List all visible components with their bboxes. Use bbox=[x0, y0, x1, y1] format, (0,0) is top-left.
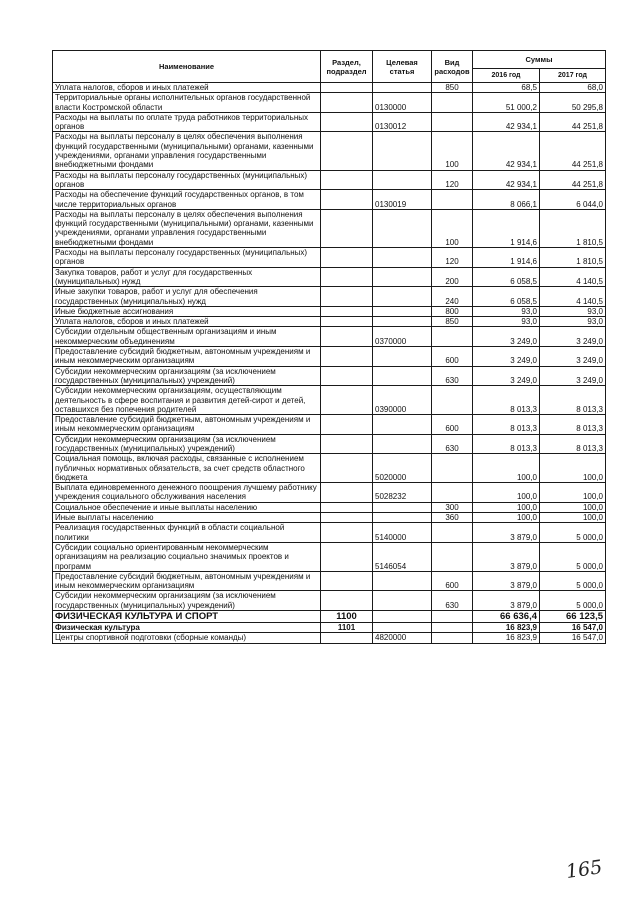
row-expense-type bbox=[432, 190, 473, 210]
row-sum-2017: 44 251,8 bbox=[540, 132, 606, 170]
table-row bbox=[53, 93, 606, 113]
row-sum-2016: 100,0 bbox=[473, 513, 540, 523]
row-sum-2017: 1 810,5 bbox=[540, 248, 606, 268]
row-target: 0130012 bbox=[373, 112, 432, 132]
table-row bbox=[53, 170, 606, 190]
row-sum-2017: 1 810,5 bbox=[540, 209, 606, 247]
row-sum-2017: 100,0 bbox=[540, 502, 606, 512]
row-sum-2016: 3 249,0 bbox=[473, 366, 540, 386]
row-sum-2016: 3 879,0 bbox=[473, 571, 540, 591]
row-target bbox=[373, 366, 432, 386]
table-row bbox=[53, 523, 606, 543]
row-expense-type bbox=[432, 386, 473, 415]
row-sum-2016: 8 013,3 bbox=[473, 415, 540, 435]
row-name: Иные бюджетные ассигнования bbox=[53, 306, 321, 316]
row-sum-2016: 42 934,1 bbox=[473, 112, 540, 132]
row-name: Расходы на выплаты персоналу в целях обеспечения выполнения функций государственными (муниципальными) органами, казенными учреждениями, органами управления государственными внебюджетными фондами bbox=[53, 132, 321, 170]
row-name: Уплата налогов, сборов и иных платежей bbox=[53, 83, 321, 93]
row-sum-2016: 6 058,5 bbox=[473, 287, 540, 307]
row-sum-2017: 6 044,0 bbox=[540, 190, 606, 210]
row-target bbox=[373, 415, 432, 435]
row-section bbox=[321, 523, 373, 543]
row-target bbox=[373, 434, 432, 454]
row-section bbox=[321, 83, 373, 93]
row-section bbox=[321, 591, 373, 611]
table-row bbox=[53, 248, 606, 268]
row-sum-2016: 3 879,0 bbox=[473, 591, 540, 611]
table-body bbox=[53, 83, 606, 644]
row-sum-2017: 100,0 bbox=[540, 513, 606, 523]
row-sum-2016: 100,0 bbox=[473, 502, 540, 512]
row-name: Физическая культура bbox=[53, 623, 321, 633]
row-section bbox=[321, 542, 373, 571]
row-section bbox=[321, 366, 373, 386]
table-row bbox=[53, 317, 606, 327]
row-section bbox=[321, 386, 373, 415]
row-sum-2017: 8 013,3 bbox=[540, 434, 606, 454]
row-sum-2017: 44 251,8 bbox=[540, 112, 606, 132]
row-name: Расходы на обеспечение функций государственных органов, в том числе территориальных органов bbox=[53, 190, 321, 210]
row-sum-2016: 3 879,0 bbox=[473, 523, 540, 543]
row-target: 0130019 bbox=[373, 190, 432, 210]
row-name: Социальное обеспечение и иные выплаты населению bbox=[53, 502, 321, 512]
row-expense-type bbox=[432, 611, 473, 623]
row-expense-type: 120 bbox=[432, 170, 473, 190]
row-section: 1100 bbox=[321, 611, 373, 623]
row-section: 1101 bbox=[321, 623, 373, 633]
table-row bbox=[53, 83, 606, 93]
row-sum-2017: 8 013,3 bbox=[540, 386, 606, 415]
row-sum-2016: 100,0 bbox=[473, 454, 540, 483]
table-row bbox=[53, 366, 606, 386]
row-sum-2016: 8 013,3 bbox=[473, 434, 540, 454]
row-section bbox=[321, 502, 373, 512]
table-row bbox=[53, 267, 606, 287]
row-expense-type: 100 bbox=[432, 209, 473, 247]
row-name: Уплата налогов, сборов и иных платежей bbox=[53, 317, 321, 327]
row-sum-2016: 16 823,9 bbox=[473, 633, 540, 643]
row-name: ФИЗИЧЕСКАЯ КУЛЬТУРА И СПОРТ bbox=[53, 611, 321, 623]
row-sum-2016: 3 249,0 bbox=[473, 347, 540, 367]
header-name: Наименование bbox=[53, 51, 321, 83]
row-sum-2017: 5 000,0 bbox=[540, 591, 606, 611]
row-name: Расходы на выплаты персоналу государственных (муниципальных) органов bbox=[53, 248, 321, 268]
row-target: 5028232 bbox=[373, 483, 432, 503]
table-row bbox=[53, 513, 606, 523]
row-section bbox=[321, 267, 373, 287]
row-sum-2017: 5 000,0 bbox=[540, 571, 606, 591]
row-sum-2017: 16 547,0 bbox=[540, 623, 606, 633]
row-target bbox=[373, 248, 432, 268]
row-expense-type: 850 bbox=[432, 83, 473, 93]
row-expense-type: 630 bbox=[432, 591, 473, 611]
row-target: 0130000 bbox=[373, 93, 432, 113]
row-name: Выплата единовременного денежного поощрения лучшему работнику учреждения социального обслуживания населения bbox=[53, 483, 321, 503]
table-row bbox=[53, 112, 606, 132]
row-sum-2017: 50 295,8 bbox=[540, 93, 606, 113]
row-name: Реализация государственных функций в области социальной политики bbox=[53, 523, 321, 543]
header-year-2016: 2016 год bbox=[473, 69, 540, 83]
row-target bbox=[373, 306, 432, 316]
row-section bbox=[321, 287, 373, 307]
row-target bbox=[373, 83, 432, 93]
table-row bbox=[53, 483, 606, 503]
row-sum-2016: 1 914,6 bbox=[473, 248, 540, 268]
row-name: Предоставление субсидий бюджетным, автономным учреждениям и иным некоммерческим организациям bbox=[53, 347, 321, 367]
row-target bbox=[373, 591, 432, 611]
row-name: Субсидии некоммерческим организациям (за исключением государственных (муниципальных) учреждений) bbox=[53, 434, 321, 454]
row-expense-type bbox=[432, 454, 473, 483]
table-row bbox=[53, 327, 606, 347]
row-target bbox=[373, 317, 432, 327]
row-sum-2017: 100,0 bbox=[540, 483, 606, 503]
row-sum-2017: 66 123,5 bbox=[540, 611, 606, 623]
row-target bbox=[373, 132, 432, 170]
row-sum-2016: 1 914,6 bbox=[473, 209, 540, 247]
row-target bbox=[373, 347, 432, 367]
row-name: Субсидии отдельным общественным организациям и иным некоммерческим объединениям bbox=[53, 327, 321, 347]
row-expense-type bbox=[432, 542, 473, 571]
table-row bbox=[53, 434, 606, 454]
row-section bbox=[321, 248, 373, 268]
table-row bbox=[53, 633, 606, 643]
row-name: Субсидии некоммерческим организациям (за исключением государственных (муниципальных) учреждений) bbox=[53, 366, 321, 386]
row-sum-2016: 3 879,0 bbox=[473, 542, 540, 571]
row-sum-2017: 93,0 bbox=[540, 306, 606, 316]
row-target bbox=[373, 611, 432, 623]
row-target bbox=[373, 502, 432, 512]
table-row bbox=[53, 542, 606, 571]
table-row bbox=[53, 502, 606, 512]
row-target bbox=[373, 287, 432, 307]
row-target: 5140000 bbox=[373, 523, 432, 543]
row-target: 4820000 bbox=[373, 633, 432, 643]
row-name: Социальная помощь, включая расходы, связанные с исполнением публичных нормативных обязательств, за счет средств областного бюджета bbox=[53, 454, 321, 483]
row-sum-2017: 44 251,8 bbox=[540, 170, 606, 190]
row-expense-type: 300 bbox=[432, 502, 473, 512]
row-expense-type bbox=[432, 327, 473, 347]
table-row bbox=[53, 190, 606, 210]
row-expense-type: 120 bbox=[432, 248, 473, 268]
row-sum-2016: 66 636,4 bbox=[473, 611, 540, 623]
row-section bbox=[321, 306, 373, 316]
row-section bbox=[321, 571, 373, 591]
budget-table bbox=[52, 50, 606, 644]
row-name: Территориальные органы исполнительных органов государственной власти Костромской области bbox=[53, 93, 321, 113]
header-section: Раздел, подраздел bbox=[321, 51, 373, 83]
table-row bbox=[53, 209, 606, 247]
row-expense-type: 850 bbox=[432, 317, 473, 327]
row-expense-type bbox=[432, 633, 473, 643]
table-row bbox=[53, 287, 606, 307]
row-expense-type: 630 bbox=[432, 434, 473, 454]
row-section bbox=[321, 415, 373, 435]
row-section bbox=[321, 513, 373, 523]
row-sum-2016: 93,0 bbox=[473, 306, 540, 316]
row-name: Субсидии некоммерческим организациям (за исключением государственных (муниципальных) учреждений) bbox=[53, 591, 321, 611]
table-row bbox=[53, 415, 606, 435]
row-expense-type: 630 bbox=[432, 366, 473, 386]
table-row bbox=[53, 454, 606, 483]
row-sum-2016: 8 013,3 bbox=[473, 386, 540, 415]
row-section bbox=[321, 317, 373, 327]
table-row bbox=[53, 386, 606, 415]
row-expense-type: 600 bbox=[432, 347, 473, 367]
row-section bbox=[321, 327, 373, 347]
header-year-2017: 2017 год bbox=[540, 69, 606, 83]
table-row bbox=[53, 132, 606, 170]
table-row bbox=[53, 611, 606, 623]
row-section bbox=[321, 112, 373, 132]
table-row bbox=[53, 571, 606, 591]
row-section bbox=[321, 454, 373, 483]
row-name: Расходы на выплаты персоналу в целях обеспечения выполнения функций государственными (муниципальными) органами, казенными учреждениями, органами управления государственными внебюджетными фондами bbox=[53, 209, 321, 247]
table-row bbox=[53, 306, 606, 316]
row-expense-type bbox=[432, 112, 473, 132]
row-sum-2017: 3 249,0 bbox=[540, 327, 606, 347]
row-sum-2016: 3 249,0 bbox=[473, 327, 540, 347]
header-sums: Суммы bbox=[473, 51, 606, 69]
row-name: Иные выплаты населению bbox=[53, 513, 321, 523]
row-expense-type bbox=[432, 623, 473, 633]
row-section bbox=[321, 132, 373, 170]
row-target: 0390000 bbox=[373, 386, 432, 415]
row-name: Предоставление субсидий бюджетным, автономным учреждениям и иным некоммерческим организациям bbox=[53, 415, 321, 435]
row-section bbox=[321, 633, 373, 643]
row-name: Закупка товаров, работ и услуг для государственных (муниципальных) нужд bbox=[53, 267, 321, 287]
row-section bbox=[321, 190, 373, 210]
row-sum-2016: 100,0 bbox=[473, 483, 540, 503]
row-expense-type: 200 bbox=[432, 267, 473, 287]
row-section bbox=[321, 209, 373, 247]
row-name: Иные закупки товаров, работ и услуг для обеспечения государственных (муниципальных) нужд bbox=[53, 287, 321, 307]
row-name: Центры спортивной подготовки (сборные команды) bbox=[53, 633, 321, 643]
page-number: 165 bbox=[564, 856, 604, 883]
row-sum-2016: 93,0 bbox=[473, 317, 540, 327]
row-sum-2017: 93,0 bbox=[540, 317, 606, 327]
row-target: 0370000 bbox=[373, 327, 432, 347]
row-expense-type: 100 bbox=[432, 132, 473, 170]
row-name: Расходы на выплаты персоналу государственных (муниципальных) органов bbox=[53, 170, 321, 190]
row-sum-2017: 4 140,5 bbox=[540, 267, 606, 287]
row-expense-type bbox=[432, 523, 473, 543]
row-target bbox=[373, 623, 432, 633]
row-target bbox=[373, 170, 432, 190]
row-sum-2016: 51 000,2 bbox=[473, 93, 540, 113]
table-row bbox=[53, 623, 606, 633]
header-expense-type: Вид расходов bbox=[432, 51, 473, 83]
row-sum-2017: 3 249,0 bbox=[540, 366, 606, 386]
table-row bbox=[53, 347, 606, 367]
table-header bbox=[53, 51, 606, 83]
row-expense-type: 360 bbox=[432, 513, 473, 523]
row-expense-type: 600 bbox=[432, 415, 473, 435]
row-sum-2016: 6 058,5 bbox=[473, 267, 540, 287]
row-sum-2017: 4 140,5 bbox=[540, 287, 606, 307]
row-sum-2017: 5 000,0 bbox=[540, 542, 606, 571]
row-expense-type bbox=[432, 93, 473, 113]
row-sum-2017: 100,0 bbox=[540, 454, 606, 483]
row-target bbox=[373, 267, 432, 287]
row-name: Предоставление субсидий бюджетным, автономным учреждениям и иным некоммерческим организациям bbox=[53, 571, 321, 591]
row-sum-2016: 16 823,9 bbox=[473, 623, 540, 633]
row-target bbox=[373, 209, 432, 247]
row-name: Субсидии социально ориентированным некоммерческим организациям на реализацию социально значимых проектов и программ bbox=[53, 542, 321, 571]
row-expense-type: 600 bbox=[432, 571, 473, 591]
row-sum-2017: 3 249,0 bbox=[540, 347, 606, 367]
row-target bbox=[373, 571, 432, 591]
row-sum-2017: 5 000,0 bbox=[540, 523, 606, 543]
row-name: Расходы на выплаты по оплате труда работников территориальных органов bbox=[53, 112, 321, 132]
row-sum-2017: 16 547,0 bbox=[540, 633, 606, 643]
row-sum-2017: 8 013,3 bbox=[540, 415, 606, 435]
row-section bbox=[321, 434, 373, 454]
row-section bbox=[321, 347, 373, 367]
row-target bbox=[373, 513, 432, 523]
row-expense-type: 800 bbox=[432, 306, 473, 316]
row-sum-2016: 68,5 bbox=[473, 83, 540, 93]
row-name: Субсидии некоммерческим организациям, осуществляющим деятельность в сфере воспитания и развития детей-сирот и детей, оставшихся без попечения родителей bbox=[53, 386, 321, 415]
table-row bbox=[53, 591, 606, 611]
row-section bbox=[321, 483, 373, 503]
header-target: Целевая статья bbox=[373, 51, 432, 83]
row-sum-2017: 68,0 bbox=[540, 83, 606, 93]
row-sum-2016: 42 934,1 bbox=[473, 170, 540, 190]
row-target: 5020000 bbox=[373, 454, 432, 483]
row-sum-2016: 8 066,1 bbox=[473, 190, 540, 210]
row-sum-2016: 42 934,1 bbox=[473, 132, 540, 170]
row-expense-type: 240 bbox=[432, 287, 473, 307]
row-target: 5146054 bbox=[373, 542, 432, 571]
row-section bbox=[321, 93, 373, 113]
row-expense-type bbox=[432, 483, 473, 503]
row-section bbox=[321, 170, 373, 190]
